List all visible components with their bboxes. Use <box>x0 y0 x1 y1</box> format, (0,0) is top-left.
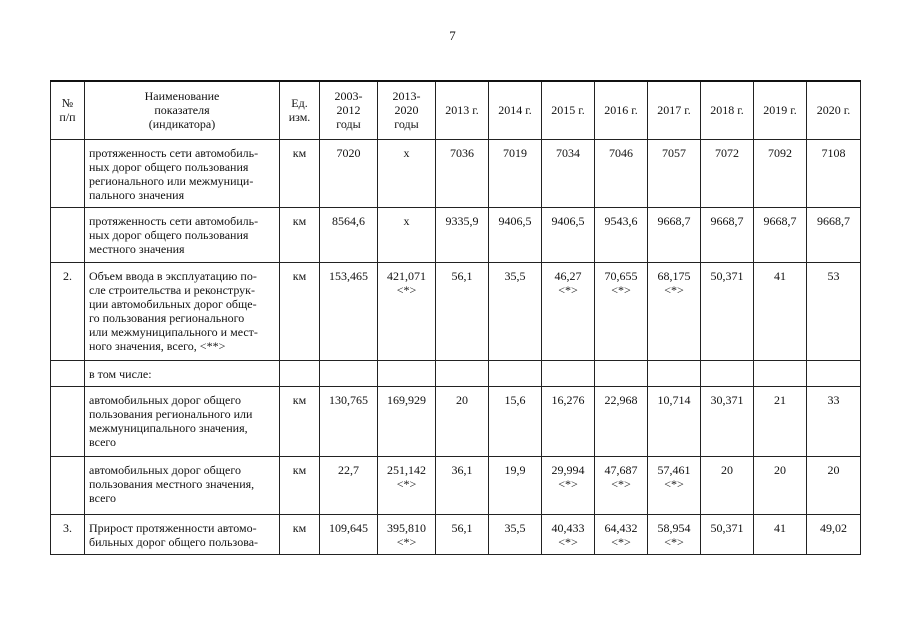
row-year-value-cell: 35,5 <box>489 262 542 360</box>
row-unit-cell: км <box>280 386 320 456</box>
header-year: 2018 г. <box>701 81 754 139</box>
row-period-2003-2012-cell: 8564,6 <box>320 207 378 262</box>
row-year-value-cell: 20 <box>436 386 489 456</box>
row-year-value-cell: 9543,6 <box>595 207 648 262</box>
row-year-value-cell: 50,371 <box>701 262 754 360</box>
row-year-value-cell: 7057 <box>648 139 701 207</box>
row-period-2013-2020-cell <box>378 360 436 386</box>
row-year-value-cell: 40,433 <*> <box>542 514 595 554</box>
row-year-value-cell: 70,655 <*> <box>595 262 648 360</box>
row-name-cell: автомобильных дорог общего пользования регионального или межмуниципального значения, всего <box>85 386 280 456</box>
row-year-value-cell: 41 <box>754 262 807 360</box>
row-unit-cell: км <box>280 207 320 262</box>
row-year-value-cell <box>489 360 542 386</box>
row-year-value-cell <box>436 360 489 386</box>
row-year-value-cell: 50,371 <box>701 514 754 554</box>
row-year-value-cell: 7108 <box>807 139 861 207</box>
row-year-value-cell: 7072 <box>701 139 754 207</box>
header-unit: Ед. изм. <box>280 81 320 139</box>
row-year-value-cell: 22,968 <box>595 386 648 456</box>
row-year-value-cell: 56,1 <box>436 514 489 554</box>
header-year: 2020 г. <box>807 81 861 139</box>
row-year-value-cell: 58,954 <*> <box>648 514 701 554</box>
table-row <box>51 139 861 207</box>
row-num-cell <box>51 207 85 262</box>
row-period-2013-2020-cell: 395,810 <*> <box>378 514 436 554</box>
row-year-value-cell: 20 <box>754 456 807 514</box>
row-num-cell <box>51 360 85 386</box>
row-year-value-cell: 33 <box>807 386 861 456</box>
row-period-2003-2012-cell <box>320 360 378 386</box>
row-year-value-cell: 46,27 <*> <box>542 262 595 360</box>
row-year-value-cell: 7019 <box>489 139 542 207</box>
row-year-value-cell: 30,371 <box>701 386 754 456</box>
row-num-cell: 3. <box>51 514 85 554</box>
row-name-cell: автомобильных дорог общего пользования местного значения, всего <box>85 456 280 514</box>
row-year-value-cell: 9406,5 <box>542 207 595 262</box>
row-year-value-cell: 9668,7 <box>701 207 754 262</box>
row-year-value-cell: 36,1 <box>436 456 489 514</box>
row-year-value-cell <box>754 360 807 386</box>
row-unit-cell: км <box>280 262 320 360</box>
row-year-value-cell: 57,461 <*> <box>648 456 701 514</box>
row-year-value-cell: 9668,7 <box>648 207 701 262</box>
row-year-value-cell: 7034 <box>542 139 595 207</box>
table-row <box>51 360 861 386</box>
row-year-value-cell: 16,276 <box>542 386 595 456</box>
header-year: 2017 г. <box>648 81 701 139</box>
row-year-value-cell <box>648 360 701 386</box>
row-period-2003-2012-cell: 109,645 <box>320 514 378 554</box>
row-period-2003-2012-cell: 153,465 <box>320 262 378 360</box>
row-year-value-cell: 9668,7 <box>754 207 807 262</box>
row-year-value-cell: 7046 <box>595 139 648 207</box>
row-num-cell <box>51 456 85 514</box>
row-name-cell: Прирост протяженности автомо- бильных дорог общего пользова- <box>85 514 280 554</box>
indicators-table <box>50 80 861 555</box>
table-row <box>51 456 861 514</box>
row-year-value-cell <box>595 360 648 386</box>
row-year-value-cell <box>701 360 754 386</box>
header-year: 2015 г. <box>542 81 595 139</box>
header-year: 2014 г. <box>489 81 542 139</box>
row-year-value-cell <box>807 360 861 386</box>
header-num: № п/п <box>51 81 85 139</box>
row-period-2003-2012-cell: 130,765 <box>320 386 378 456</box>
row-period-2013-2020-cell: х <box>378 139 436 207</box>
row-year-value-cell: 20 <box>701 456 754 514</box>
row-year-value-cell: 19,9 <box>489 456 542 514</box>
row-unit-cell: км <box>280 456 320 514</box>
row-period-2013-2020-cell: 169,929 <box>378 386 436 456</box>
row-year-value-cell: 7036 <box>436 139 489 207</box>
row-unit-cell <box>280 360 320 386</box>
row-period-2013-2020-cell: 421,071 <*> <box>378 262 436 360</box>
row-year-value-cell: 9668,7 <box>807 207 861 262</box>
row-year-value-cell: 47,687 <*> <box>595 456 648 514</box>
row-year-value-cell: 68,175 <*> <box>648 262 701 360</box>
row-year-value-cell: 41 <box>754 514 807 554</box>
header-year: 2013 г. <box>436 81 489 139</box>
header-name: Наименование показателя (индикатора) <box>85 81 280 139</box>
row-year-value-cell: 10,714 <box>648 386 701 456</box>
row-period-2003-2012-cell: 22,7 <box>320 456 378 514</box>
row-num-cell <box>51 386 85 456</box>
row-name-cell: в том числе: <box>85 360 280 386</box>
header-period-2003-2012: 2003- 2012 годы <box>320 81 378 139</box>
row-year-value-cell: 9406,5 <box>489 207 542 262</box>
header-period-2013-2020: 2013- 2020 годы <box>378 81 436 139</box>
row-year-value-cell: 53 <box>807 262 861 360</box>
row-num-cell: 2. <box>51 262 85 360</box>
row-year-value-cell: 56,1 <box>436 262 489 360</box>
row-num-cell <box>51 139 85 207</box>
row-name-cell: протяженность сети автомобиль- ных дорог общего пользования регионального или межмуници- пального значения <box>85 139 280 207</box>
row-period-2003-2012-cell: 7020 <box>320 139 378 207</box>
row-name-cell: Объем ввода в эксплуатацию по- сле строительства и реконструк- ции автомобильных дорог обще- го пользования регионального или межмуниципального и мест- ного значения, всего, <**> <box>85 262 280 360</box>
table-row <box>51 386 861 456</box>
row-period-2013-2020-cell: 251,142 <*> <box>378 456 436 514</box>
table-row <box>51 514 861 554</box>
header-year: 2019 г. <box>754 81 807 139</box>
row-year-value-cell: 49,02 <box>807 514 861 554</box>
header-year: 2016 г. <box>595 81 648 139</box>
row-name-cell: протяженность сети автомобиль- ных дорог общего пользования местного значения <box>85 207 280 262</box>
table-header-row <box>51 81 861 139</box>
row-year-value-cell: 29,994 <*> <box>542 456 595 514</box>
page-number: 7 <box>449 28 456 43</box>
row-unit-cell: км <box>280 139 320 207</box>
row-year-value-cell: 64,432 <*> <box>595 514 648 554</box>
row-year-value-cell <box>542 360 595 386</box>
row-year-value-cell: 20 <box>807 456 861 514</box>
row-year-value-cell: 9335,9 <box>436 207 489 262</box>
row-period-2013-2020-cell: х <box>378 207 436 262</box>
row-unit-cell: км <box>280 514 320 554</box>
row-year-value-cell: 7092 <box>754 139 807 207</box>
table-row <box>51 207 861 262</box>
table-row <box>51 262 861 360</box>
row-year-value-cell: 15,6 <box>489 386 542 456</box>
row-year-value-cell: 35,5 <box>489 514 542 554</box>
row-year-value-cell: 21 <box>754 386 807 456</box>
